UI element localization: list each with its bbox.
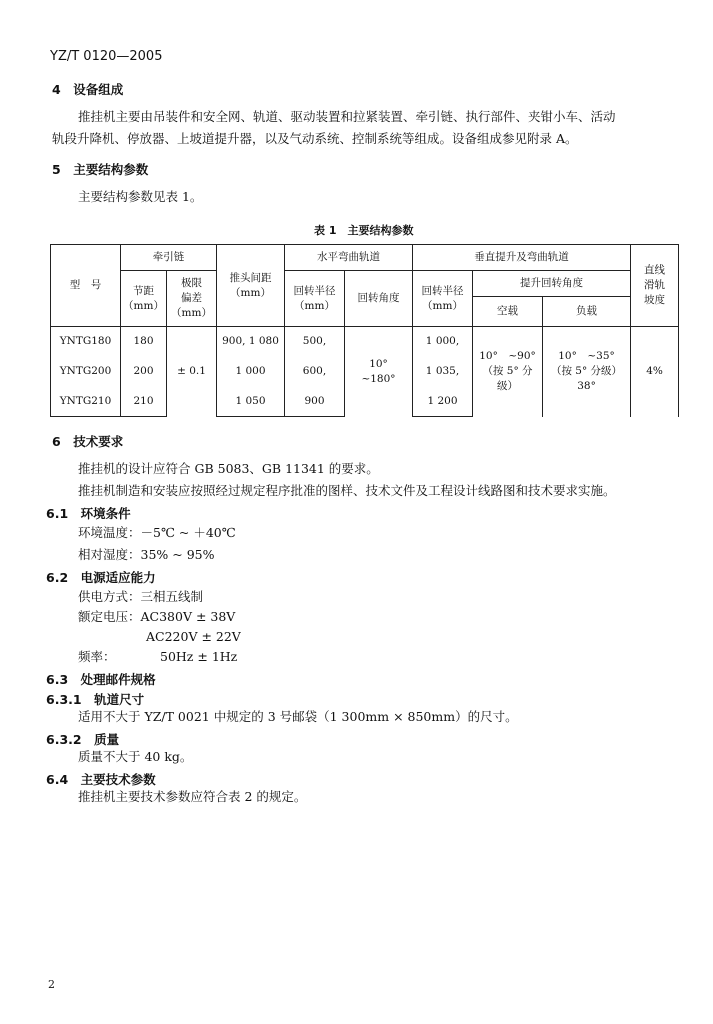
section-6-paragraph-1: 推挂机的设计应符合 GB 5083、GB 11341 的要求。: [78, 461, 379, 476]
section-6-heading: 6 技术要求: [52, 434, 124, 449]
header-vertical-radius: 回转半径 （mm）: [413, 271, 473, 327]
frequency-label: 频率：: [78, 649, 116, 664]
header-lift-angle: 提升回转角度: [473, 271, 631, 297]
header-tolerance: 极限 偏差 （mm）: [167, 271, 217, 327]
table-1-caption: 表 1 主要结构参数: [314, 224, 414, 237]
cell-vertical-radius: 1 000,: [413, 327, 473, 357]
section-6-3-2-text: 质量不大于 40 kg。: [78, 749, 193, 764]
header-push-spacing: 推头间距 （mm）: [217, 245, 285, 327]
header-vertical-lift: 垂直提升及弯曲轨道: [413, 245, 631, 271]
cell-vertical-radius: 1 035,: [413, 357, 473, 387]
page-number: 2: [48, 978, 55, 991]
cell-horizontal-angle: 10° ~180°: [345, 327, 413, 417]
cell-horizontal-radius: 900: [285, 387, 345, 417]
header-full-load: 负载: [543, 297, 631, 327]
section-6-2-heading: 6.2 电源适应能力: [46, 570, 156, 585]
cell-full-load-angle: 10° ~35° （按 5° 分级） 38°: [543, 327, 631, 417]
cell-pitch: 200: [121, 357, 167, 387]
section-6-3-1-text: 适用不大于 YZ/T 0021 中规定的 3 号邮袋（1 300mm × 850mm）的尺寸。: [78, 709, 518, 724]
cell-horizontal-radius: 500,: [285, 327, 345, 357]
section-5-paragraph: 主要结构参数见表 1。: [78, 189, 203, 204]
section-6-3-1-heading: 6.3.1 轨道尺寸: [46, 692, 145, 707]
cell-pitch: 180: [121, 327, 167, 357]
ambient-temperature: 环境温度：－5℃ ~ ＋40℃: [78, 525, 236, 540]
section-6-4-text: 推挂机主要技术参数应符合表 2 的规定。: [78, 789, 307, 804]
power-supply-mode: 供电方式：三相五线制: [78, 589, 204, 604]
header-empty-load: 空载: [473, 297, 543, 327]
standard-code-header: YZ/T 0120—2005: [50, 49, 163, 64]
table-1: [50, 244, 679, 417]
section-4-paragraph-line-1: 推挂机主要由吊装件和安全网、轨道、驱动装置和拉紧装置、牵引链、执行部件、夹钳小车、活动: [78, 109, 616, 124]
rated-voltage-220: AC220V ± 22V: [146, 629, 241, 644]
rated-voltage-380: 额定电压：AC380V ± 38V: [78, 609, 236, 624]
header-chain: 牵引链: [121, 245, 217, 271]
section-6-4-heading: 6.4 主要技术参数: [46, 772, 156, 787]
section-6-1-heading: 6.1 环境条件: [46, 506, 131, 521]
section-5-heading: 5 主要结构参数: [52, 162, 149, 177]
cell-model: YNTG200: [51, 357, 121, 387]
header-pitch: 节距 （mm）: [121, 271, 167, 327]
section-6-paragraph-2: 推挂机制造和安装应按照经过规定程序批准的图样、技术文件及工程设计线路图和技术要求实施。: [78, 483, 616, 498]
cell-tolerance: ± 0.1: [167, 327, 217, 417]
header-model: 型 号: [51, 245, 121, 327]
section-4-paragraph-line-2: 轨段升降机、停放器、上坡道提升器，以及气动系统、控制系统等组成。设备组成参见附录 A。: [52, 131, 578, 146]
cell-vertical-radius: 1 200: [413, 387, 473, 417]
cell-empty-load-angle: 10° ~90° （按 5° 分级）: [473, 327, 543, 417]
cell-pitch: 210: [121, 387, 167, 417]
cell-horizontal-radius: 600,: [285, 357, 345, 387]
section-4-heading: 4 设备组成: [52, 82, 124, 97]
cell-push-spacing: 1 050: [217, 387, 285, 417]
header-horizontal-curve: 水平弯曲轨道: [285, 245, 413, 271]
header-slope: 直线 滑轨 坡度: [631, 245, 679, 327]
frequency-value: 50Hz ± 1Hz: [160, 649, 238, 664]
relative-humidity: 相对湿度：35% ~ 95%: [78, 547, 215, 562]
cell-push-spacing: 900, 1 080: [217, 327, 285, 357]
cell-push-spacing: 1 000: [217, 357, 285, 387]
header-horizontal-radius: 回转半径 （mm）: [285, 271, 345, 327]
header-horizontal-angle: 回转角度: [345, 271, 413, 327]
cell-model: YNTG210: [51, 387, 121, 417]
section-6-3-heading: 6.3 处理邮件规格: [46, 672, 156, 687]
section-6-3-2-heading: 6.3.2 质量: [46, 732, 120, 747]
cell-model: YNTG180: [51, 327, 121, 357]
cell-slope: 4%: [631, 327, 679, 417]
